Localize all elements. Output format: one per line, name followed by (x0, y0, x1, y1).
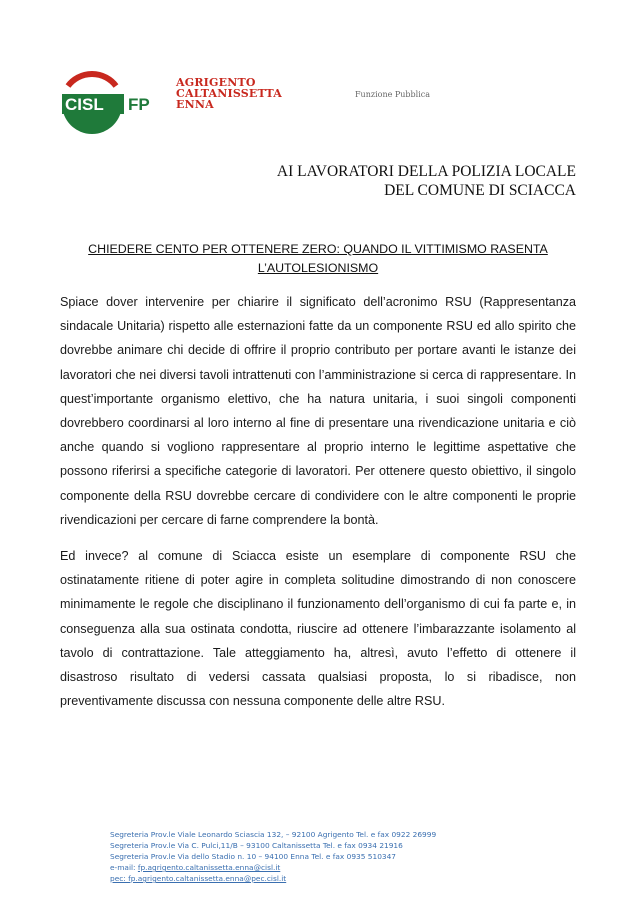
addressee-block (277, 162, 576, 200)
footer-address-agrigento: Segreteria Prov.le Viale Leonardo Sciascia 132, – 92100 Agrigento Tel. e fax 0922 26999 (110, 830, 437, 839)
cisl-fp-logo (62, 68, 176, 140)
logo-fp-text: FP (128, 95, 150, 114)
letter-body (60, 290, 576, 725)
footer-address-caltanissetta: Segreteria Prov.le Via C. Pulci,11/B – 93100 Caltanissetta Tel. e fax 0934 21916 (110, 841, 403, 850)
subject-line-1: CHIEDERE CENTO PER OTTENERE ZERO: QUANDO IL VITTIMISMO RASENTA (88, 242, 548, 256)
org-line-agrigento: AGRIGENTO (176, 76, 256, 89)
footer-pec-link[interactable]: pec: fp.agrigento.caltanissetta.enna@pec.cisl.it (110, 874, 287, 883)
body-paragraph-2: Ed invece? al comune di Sciacca esiste un esemplare di componente RSU che ostinatamente ritiene di poter agire in completa solitudine dimostrando di non conoscere minimamente le regole che disciplinano il funzionamento dell’organismo di cui fa parte e, in conseguenza alla sua ostinata condotta, riuscire ad ottenere l’imbarazzante isolamento al tavolo di contrattazione. Tale atteggiamento ha, altresì, avuto l’effetto di ottenere il disastroso risultato di vedersi cassata qualsiasi proposta, lo si ribadisce, non preventivamente discussa con nessuna componente delle altre RSU. (60, 549, 576, 709)
funzione-pubblica-label: Funzione Pubblica (355, 90, 431, 99)
org-region-lines (176, 77, 282, 110)
subject-heading (60, 240, 576, 278)
org-line-enna: ENNA (176, 98, 214, 111)
body-paragraph-1: Spiace dover intervenire per chiarire il significato dell’acronimo RSU (Rappresentanza sindacale Unitaria) rispetto alle esternazioni fatte da un componente RSU ed allo spirito che dovrebbe animare chi decide di offrire il proprio contributo per portare avanti le istanze dei lavoratori che nei diversi tavoli intrattenuti con l’amministrazione si cerca di rappresentare. In quest’importante organismo elettivo, che ha natura unitaria, i suoi singoli componenti dovrebbero coordinarsi al loro interno al fine di presentare una rivendicazione unitaria e ciò anche quando si vogliono rappresentare al proprio interno le legittime aspettative che possono riferirsi a specifiche categorie di lavoratori. Per ottenere questo obiettivo, il singolo componente della RSU dovrebbe cercare di condividere con le altre componenti le proprie rivendicazioni per cercare di farne comprendere la bontà. (60, 295, 576, 527)
footer-contacts (110, 829, 436, 884)
footer-email-link[interactable]: fp.agrigento.caltanissetta.enna@cisl.it (137, 863, 281, 872)
footer-email-row (110, 862, 436, 873)
footer-address-enna: Segreteria Prov.le Via dello Stadio n. 10 – 94100 Enna Tel. e fax 0935 510347 (110, 852, 396, 861)
addressee-line-1: AI LAVORATORI DELLA POLIZIA LOCALE (276, 163, 576, 180)
org-line-caltanissetta: CALTANISSETTA (176, 87, 282, 100)
footer-email-label: e-mail: (110, 863, 138, 872)
subject-line-2: L’AUTOLESIONISMO (257, 261, 379, 275)
logo-cisl-text: CISL (65, 95, 104, 114)
addressee-line-2: DEL COMUNE DI SCIACCA (384, 182, 576, 199)
